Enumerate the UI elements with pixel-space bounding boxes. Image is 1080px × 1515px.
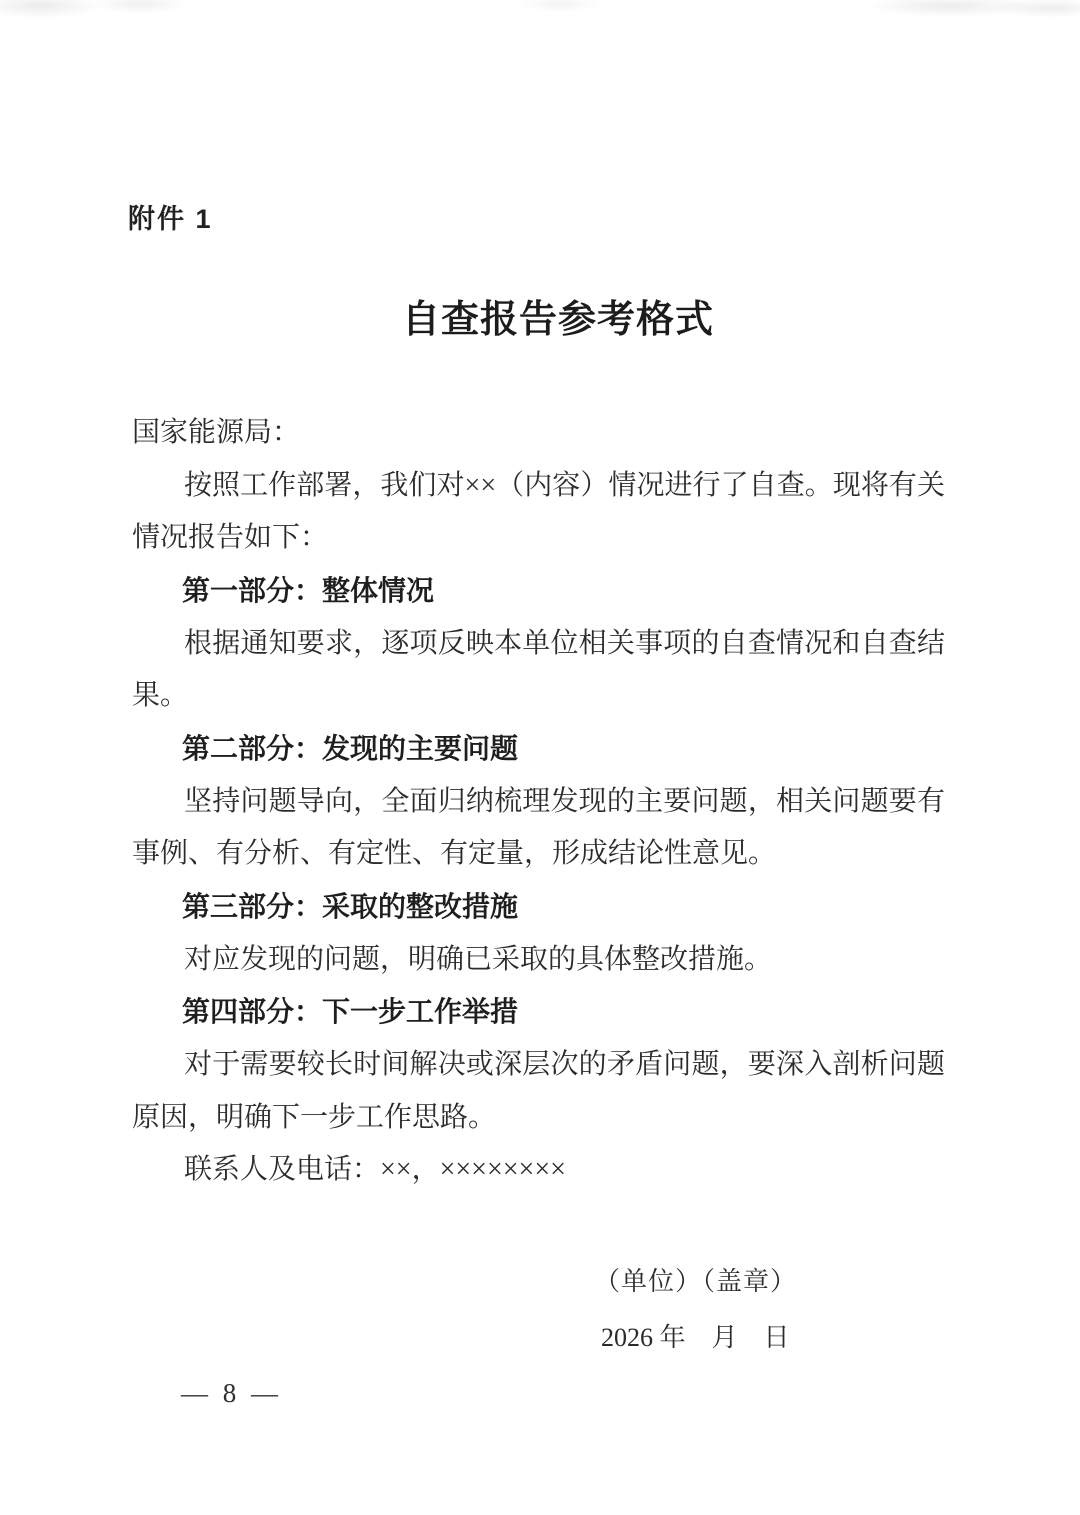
body-line: 原因，明确下一步工作思路。 — [132, 1101, 497, 1133]
scan-artifact — [0, 0, 1080, 30]
section-heading: 第四部分：下一步工作举措 — [182, 996, 519, 1028]
document-title: 自查报告参考格式 — [401, 299, 714, 341]
body-line: 事例、有分析、有定性、有定量，形成结论性意见。 — [132, 838, 777, 870]
body-line: 按照工作部署，我们对××（内容）情况进行了自查。现将有关 — [184, 469, 945, 501]
document-body — [132, 407, 945, 1197]
body-line: 对于需要较长时间解决或深层次的矛盾问题，要深入剖析问题 — [184, 1048, 945, 1080]
section-heading: 第一部分：整体情况 — [182, 574, 435, 606]
closing-date: 2026 年 月 日 — [601, 1323, 790, 1352]
section-heading: 第二部分：发现的主要问题 — [182, 732, 519, 764]
body-line: 坚持问题导向，全面归纳梳理发现的主要问题，相关问题要有 — [184, 785, 945, 817]
body-line: 国家能源局： — [132, 417, 301, 448]
attachment-label: 附件 1 — [128, 204, 213, 234]
section-heading: 第三部分：采取的整改措施 — [182, 890, 519, 922]
body-line: 情况报告如下： — [132, 522, 329, 554]
closing-unit-seal: （单位）（盖章） — [594, 1267, 798, 1296]
page-number: — 8 — — [181, 1378, 282, 1408]
body-line: 根据通知要求，逐项反映本单位相关事项的自查情况和自查结 — [184, 627, 945, 659]
body-line: 果。 — [132, 680, 189, 712]
body-line: 联系人及电话：××，×××××××× — [184, 1154, 566, 1186]
body-line: 对应发现的问题，明确已采取的具体整改措施。 — [184, 943, 773, 975]
